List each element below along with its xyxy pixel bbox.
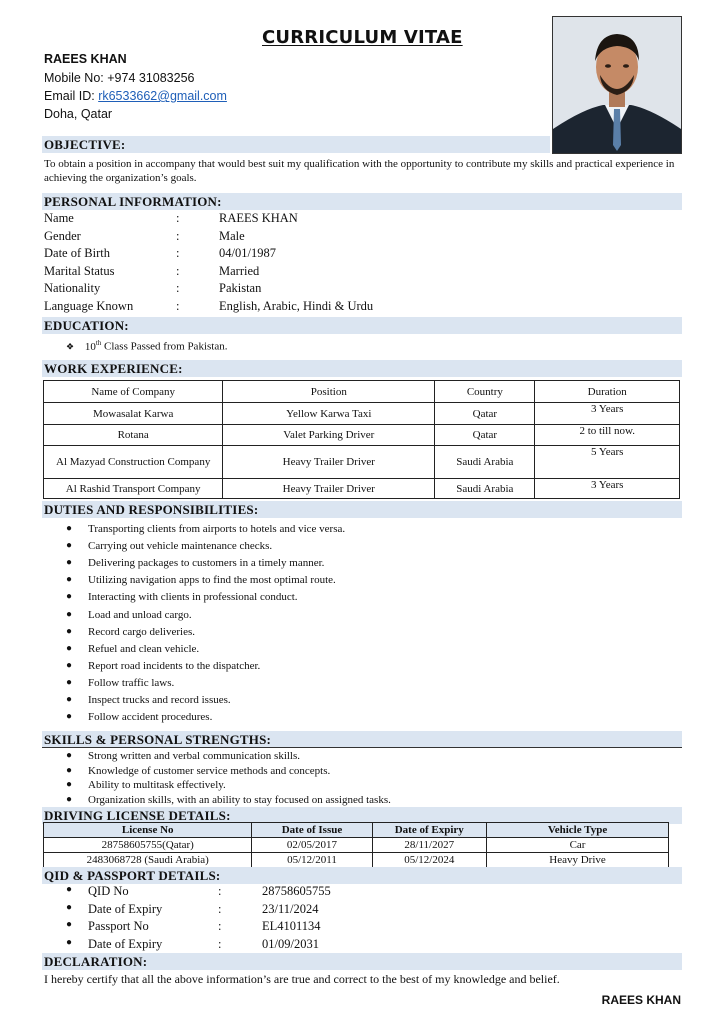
personal-info-key: Language Known [44,299,134,313]
work-table-header-row [44,381,680,403]
qid-key: Date of Expiry [88,937,163,952]
license-header-cell: Vehicle Type [487,823,669,838]
qid-key: QID No [88,884,129,898]
personal-info-value: Male [219,228,245,243]
work-table-row [44,425,680,446]
bullet-icon: ● [66,523,73,534]
duty-text: Refuel and clean vehicle. [88,642,200,655]
license-row [44,853,669,868]
declaration-text: I hereby certify that all the above information’s are true and correct to the best of my knowledge and belief. [44,972,560,986]
license-cell: 05/12/2024 [372,853,487,868]
skill-text: Ability to multitask effectively. [88,779,226,791]
bullet-icon: ● [66,608,73,620]
personal-info-value: 04/01/1987 [219,246,276,261]
license-cell: 05/12/2011 [252,853,372,868]
bullet-icon: ● [66,901,73,913]
license-table [43,822,669,868]
qid-value: EL4101134 [262,919,321,934]
education-num: 10 [84,340,96,353]
qid-separator: : [218,937,222,952]
work-table-cell: Qatar [435,403,535,425]
duty-text: Load and unload cargo. [88,608,192,621]
qid-separator: : [218,901,222,916]
qid-key: Date of Expiry [88,901,163,916]
objective-text: To obtain a position in accompany that would best suit my qualification with the opportunity to contribute my skills and practical experience in achieving the organization’s goals. [44,158,675,184]
portrait-image [553,17,681,153]
bullet-icon: ● [66,779,73,790]
qid-value: 01/09/2031 [262,937,319,952]
bullet-icon: ● [66,642,73,654]
qid-heading: QID & PASSPORT DETAILS: [42,867,682,884]
email-label: Email ID: [44,89,99,103]
education-heading: EDUCATION: [42,317,682,334]
personal-info-separator: : [176,281,180,296]
bullet-icon: ● [66,764,73,776]
skill-text: Strong written and verbal communication skills. [88,750,301,762]
signature-name: RAEES KHAN [601,993,681,1007]
personal-info-separator: : [176,263,180,278]
profile-photo [552,16,682,154]
mobile-line [44,71,194,85]
education-item [66,339,227,353]
education-text: Class Passed from Pakistan. [101,340,228,353]
work-experience-heading: WORK EXPERIENCE: [42,360,682,377]
bullet-icon: ● [66,676,73,688]
qid-value: 23/11/2024 [262,901,319,916]
bullet-icon: ● [66,937,73,949]
mobile-label: Mobile No: [44,71,108,85]
work-table-cell: 5 Years [535,446,680,479]
personal-info-key: Gender [44,228,81,243]
bullet-icon: ● [66,540,73,552]
work-table-row [44,446,680,479]
education-bullet-icon: ❖ [66,341,75,352]
bullet-icon: ● [66,591,73,603]
work-table-cell: Al Rashid Transport Company [44,479,223,499]
skills-heading: SKILLS & PERSONAL STRENGTHS: [42,731,682,748]
duty-text: Carrying out vehicle maintenance checks. [88,540,273,553]
license-header-cell: Date of Expiry [372,823,487,838]
work-table-row [44,479,680,499]
document-title: CURRICULUM VITAE [262,27,463,48]
duty-text: Record cargo deliveries. [88,625,196,638]
work-experience-table [43,380,680,499]
license-cell: Car [487,838,669,853]
bullet-icon: ● [66,919,73,931]
duty-text: Follow traffic laws. [88,676,175,689]
work-table-cell: Al Mazyad Construction Company [44,446,223,479]
license-cell: 2483068728 (Saudi Arabia) [44,853,252,868]
education-sup: th [95,339,102,347]
duty-text: Inspect trucks and record issues. [88,694,231,706]
duty-text: Report road incidents to the dispatcher. [88,659,261,672]
personal-info-heading: PERSONAL INFORMATION: [42,193,682,210]
work-table-cell: Qatar [435,425,535,446]
license-heading: DRIVING LICENSE DETAILS: [42,807,682,824]
declaration-heading: DECLARATION: [42,953,682,970]
objective-heading: OBJECTIVE: [42,136,550,153]
duty-text: Interacting with clients in professional conduct. [88,591,298,604]
work-table-cell: Mowasalat Karwa [44,403,223,425]
personal-info-separator: : [176,246,180,261]
location: Doha, Qatar [44,107,113,121]
personal-info-key: Date of Birth [44,246,110,261]
license-cell: Heavy Drive [487,853,669,868]
personal-info-key: Nationality [44,281,101,296]
license-row [44,838,669,853]
work-table-cell: Saudi Arabia [435,446,535,479]
bullet-icon: ● [66,793,73,805]
mobile-number: +974 31083256 [107,71,195,85]
personal-info-value: Pakistan [219,281,262,296]
bullet-icon: ● [66,884,73,895]
work-table-cell: Valet Parking Driver [223,425,435,446]
personal-info-separator: : [176,211,180,225]
personal-info-separator: : [176,228,180,243]
work-table-cell: 3 Years [535,479,680,499]
work-table-header-cell: Position [223,381,435,403]
bullet-icon: ● [66,711,73,723]
license-cell: 28/11/2027 [372,838,487,853]
personal-info-separator: : [176,299,180,313]
work-table-header-cell: Country [435,381,535,403]
qid-key: Passport No [88,919,149,934]
work-table-cell: Heavy Trailer Driver [223,479,435,499]
email-line [44,89,227,103]
candidate-name: RAEES KHAN [44,52,127,66]
qid-separator: : [218,884,222,898]
license-header-cell: License No [44,823,252,838]
work-table-header-cell: Name of Company [44,381,223,403]
bullet-icon: ● [66,694,73,705]
duty-text: Utilizing navigation apps to find the most optimal route. [88,574,336,587]
bullet-icon: ● [66,659,73,671]
work-table-cell: Heavy Trailer Driver [223,446,435,479]
qid-value: 28758605755 [262,884,331,898]
personal-info-key: Name [44,211,74,225]
work-table-cell: Saudi Arabia [435,479,535,499]
personal-info-value: RAEES KHAN [219,211,298,225]
bullet-icon: ● [66,750,73,761]
personal-info-key: Marital Status [44,263,115,278]
work-table-cell: 3 Years [535,403,680,425]
duty-text: Follow accident procedures. [88,711,213,724]
skill-text: Organization skills, with an ability to stay focused on assigned tasks. [88,793,391,806]
work-table-cell: Rotana [44,425,223,446]
license-cell: 02/05/2017 [252,838,372,853]
duty-text: Transporting clients from airports to hotels and vice versa. [88,523,346,535]
work-table-row [44,403,680,425]
license-header-cell: Date of Issue [252,823,372,838]
work-table-cell: 2 to till now. [535,425,680,446]
personal-info-value: English, Arabic, Hindi & Urdu [219,299,374,313]
work-table-header-cell: Duration [535,381,680,403]
skill-text: Knowledge of customer service methods and concepts. [88,764,331,777]
qid-separator: : [218,919,222,934]
duty-text: Delivering packages to customers in a timely manner. [88,557,325,570]
bullet-icon: ● [66,557,73,569]
bullet-icon: ● [66,574,73,586]
personal-info-value: Married [219,263,260,278]
license-cell: 28758605755(Qatar) [44,838,252,853]
email-link[interactable]: rk6533662@gmail.com [98,89,227,103]
work-table-cell: Yellow Karwa Taxi [223,403,435,425]
duties-heading: DUTIES AND RESPONSIBILITIES: [42,501,682,518]
bullet-icon: ● [66,625,73,637]
